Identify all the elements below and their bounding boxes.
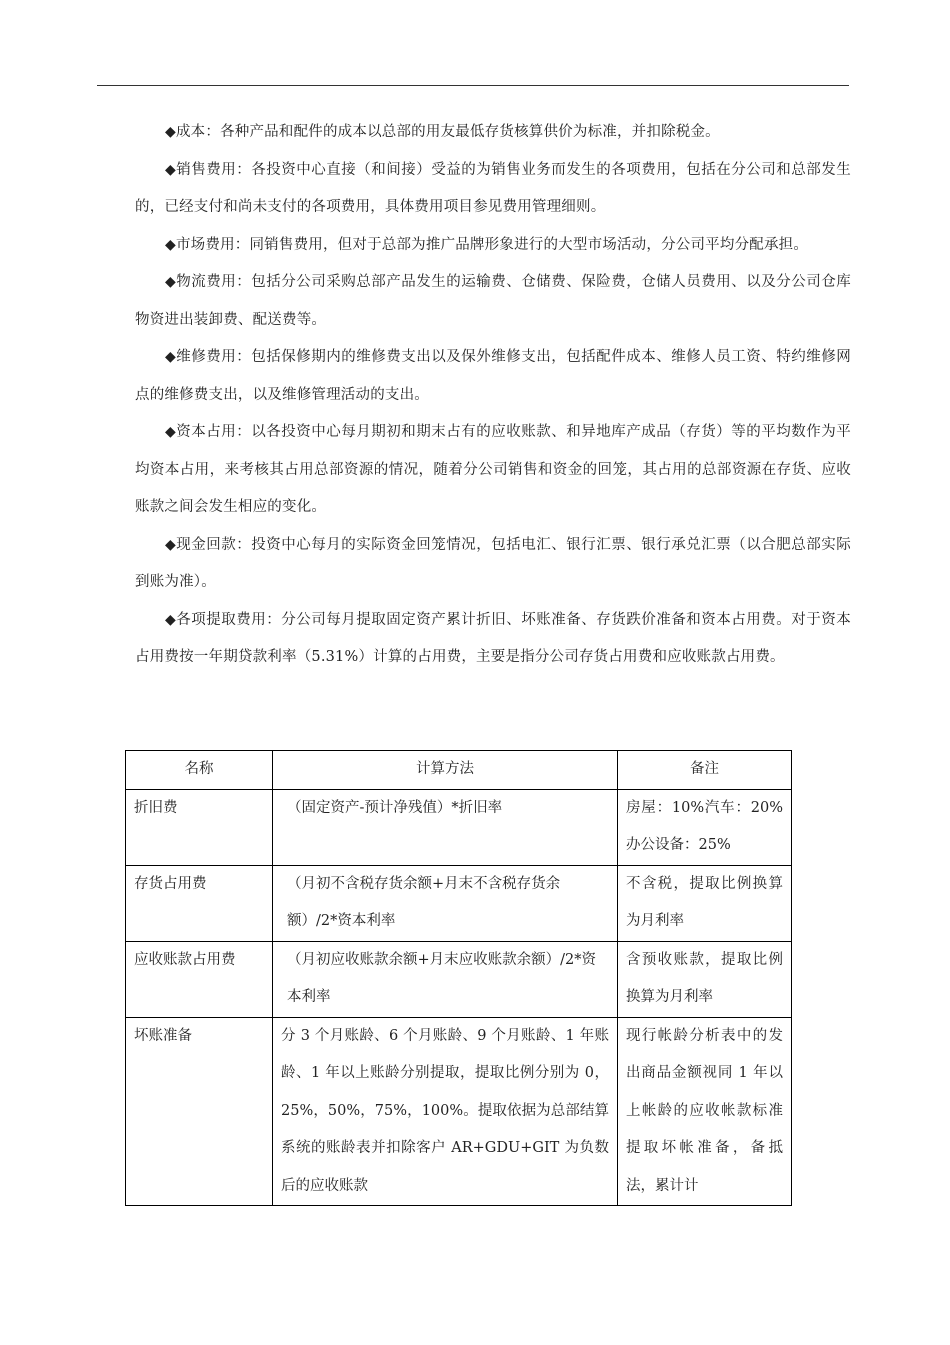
table-row [126,789,792,865]
table-row [126,865,792,941]
header-rule [97,85,849,86]
diamond-bullet-icon: ◆ [165,274,177,290]
paragraph-text: 现金回款：投资中心每月的实际资金回笼情况，包括电汇、银行汇票、银行承兑汇票（以合肥总部实际到账为准）。 [135,536,852,590]
paragraph-market-expense [135,227,851,265]
column-header-note: 备注 [618,751,792,790]
paragraph-text: 资本占用：以各投资中心每月期初和期末占有的应收账款、和异地库产成品（存货）等的平均数作为平均资本占用，来考核其占用总部资源的情况，随着分公司销售和资金的回笼，其占用的总部资源在存货、应收账款之间会发生相应的变化。 [135,424,852,515]
paragraph-sales-expense [135,152,851,227]
cell-method: （固定资产-预计净残值）*折旧率 [273,789,618,865]
paragraph-text: 各项提取费用：分公司每月提取固定资产累计折旧、坏账准备、存货跌价准备和资本占用费。对于资本占用费按一年期贷款利率（5.31%）计算的占用费，主要是指分公司存货占用费和应收账款占用费。 [135,611,852,665]
cell-method: （月初不含税存货余额+月末不含税存货余额）/2*资本利率 [273,865,618,941]
cell-method: （月初应收账款余额+月末应收账款余额）/2*资本利率 [273,941,618,1017]
cell-note: 不含税，提取比例换算为月利率 [618,865,792,941]
paragraph-text: 市场费用：同销售费用，但对于总部为推广品牌形象进行的大型市场活动，分公司平均分配承担。 [175,236,809,253]
cell-note: 含预收账款，提取比例换算为月利率 [618,941,792,1017]
cell-name: 应收账款占用费 [126,941,273,1017]
paragraph-capital-occupation [135,414,851,527]
cell-method: 分 3 个月账龄、6 个月账龄、9 个月账龄、1 年账龄、1 年以上账龄分别提取，提取比例分别为 0，25%，50%，75%，100%。提取依据为总部结算系统的账龄表并扣除客户 AR+GDU+GIT 为负数后的应收账款 [273,1017,618,1206]
diamond-bullet-icon: ◆ [165,124,176,140]
cell-name: 折旧费 [126,789,273,865]
paragraph-cash-collection [135,527,851,602]
paragraph-cost [135,114,851,152]
diamond-bullet-icon: ◆ [165,236,176,253]
paragraph-repair-expense [135,339,851,414]
table-header-row [126,751,792,790]
paragraph-text: 物流费用：包括分公司采购总部产品发生的运输费、仓储费、保险费，仓储人员费用、以及分公司仓库物资进出装卸费、配送费等。 [135,274,852,328]
diamond-bullet-icon: ◆ [165,349,177,365]
table-row [126,1017,792,1206]
cell-name: 坏账准备 [126,1017,273,1206]
cell-note: 现行帐龄分析表中的发出商品金额视同 1 年以上帐龄的应收帐款标准提取坏帐准备，备抵法，累计计 [618,1017,792,1206]
diamond-bullet-icon: ◆ [165,611,177,628]
table-row [126,941,792,1017]
cell-note: 房屋：10%汽车：20%办公设备：25% [618,789,792,865]
document-body [135,114,851,677]
cell-name: 存货占用费 [126,865,273,941]
paragraph-provision-expense [135,602,851,677]
column-header-method: 计算方法 [273,751,618,790]
paragraph-text: 成本：各种产品和配件的成本以总部的用友最低存货核算供价为标准，并扣除税金。 [175,124,720,140]
paragraph-logistics-expense [135,264,851,339]
diamond-bullet-icon: ◆ [165,161,177,178]
diamond-bullet-icon: ◆ [165,424,177,440]
column-header-name: 名称 [126,751,273,790]
fee-table [125,750,792,1206]
diamond-bullet-icon: ◆ [165,536,177,553]
paragraph-text: 维修费用：包括保修期内的维修费支出以及保外维修支出，包括配件成本、维修人员工资、特约维修网点的维修费支出，以及维修管理活动的支出。 [135,349,852,403]
paragraph-text: 销售费用：各投资中心直接（和间接）受益的为销售业务而发生的各项费用，包括在分公司和总部发生的，已经支付和尚未支付的各项费用，具体费用项目参见费用管理细则。 [135,161,852,215]
